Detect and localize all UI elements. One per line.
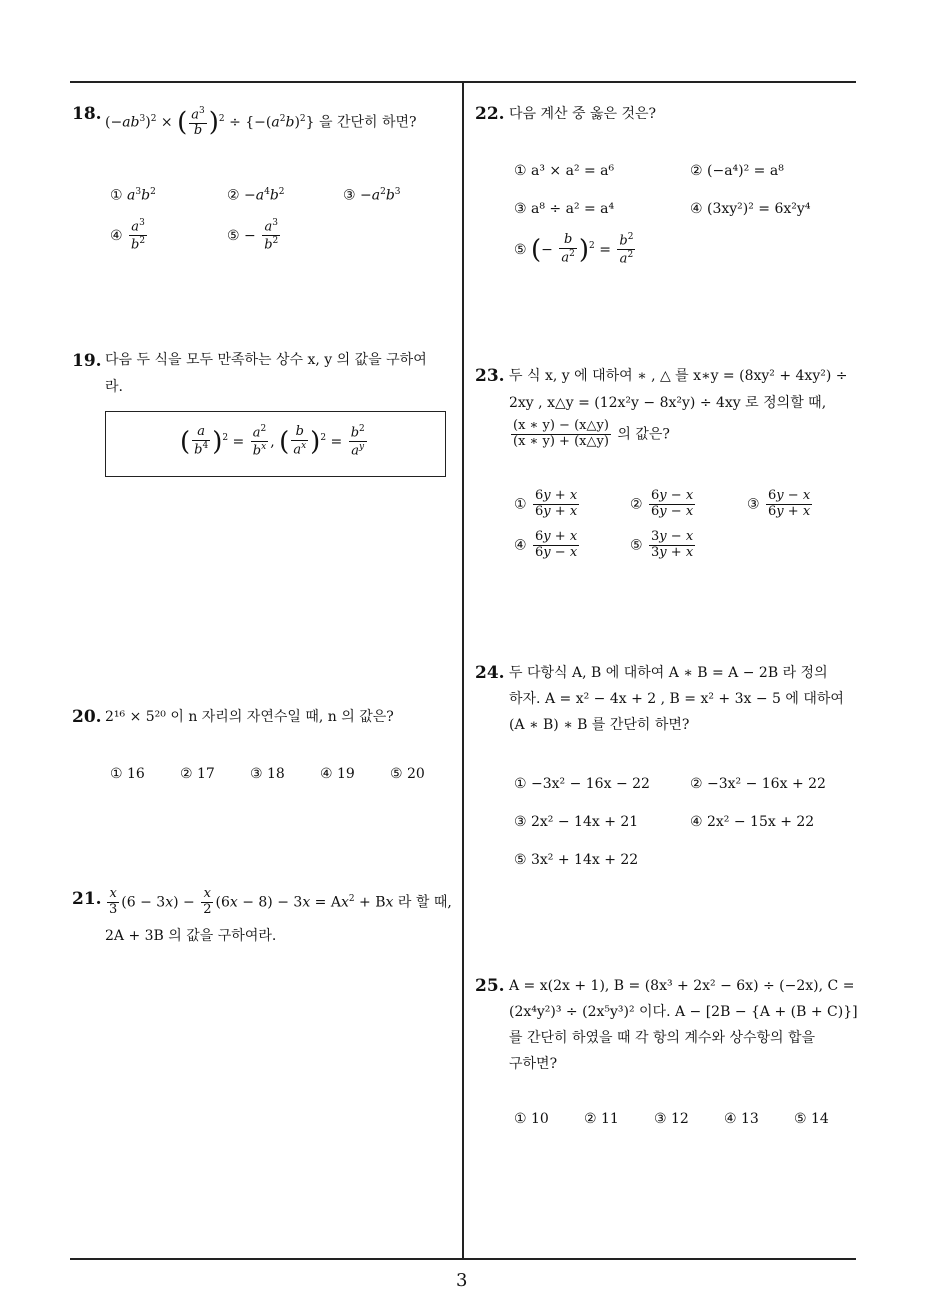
q19-line-2: 라. [105, 379, 123, 395]
question-number-25: 25. [475, 976, 505, 996]
q19-box-equation: ( $\frac{a}{b^4}$ )$^2$ = $\frac{a^2}{b^x}$ , ( $\frac{b}{a^x}$ )$^2$ = $\frac{b^2}{a^y}$ [180, 424, 365, 459]
q18-option-4: ④ $\frac{a^3}{b^2}$ [110, 218, 146, 253]
question-number-19: 19. [72, 351, 102, 371]
q23-fraction-numerator: (x ∗ y) − (x△y) [513, 418, 609, 433]
q21-line-1: $\frac{x}{3}$ (6 − 3x) − $\frac{x}{2}$ $(6x - 8) - 3x = Ax^2 + Bx$ 라 할 때, [109, 886, 452, 917]
question-number-18: 18. [72, 104, 102, 124]
q21-line-2: 2A + 3B 의 값을 구하여라. [105, 928, 277, 944]
q22-option-4: ④ (3xy²)² = 6x²y⁴ [690, 201, 811, 217]
q25-option-1: ① 10 [514, 1111, 549, 1127]
q22-option-1: ① a³ × a² = a⁶ [514, 163, 615, 179]
q18-option-2: ② $-a^4b^2$ [227, 187, 285, 204]
q22-option-3: ③ a⁸ ÷ a² = a⁴ [514, 201, 615, 217]
q24-line-2: 하자. A = x² − 4x + 2 , B = x² + 3x − 5 에 대하여 [509, 691, 844, 707]
q24-option-4: ④ 2x² − 15x + 22 [690, 814, 815, 830]
q23-line-2: 2xy , x△y = (12x²y − 8x²y) ÷ 4xy 로 정의할 때, [509, 395, 827, 411]
q25-line-4: 구하면? [509, 1056, 558, 1072]
q25-line-1: A = x(2x + 1), B = (8x³ + 2x² − 6x) ÷ (−2x), C = [509, 978, 855, 994]
q18-option-1: ① $a^3b^2$ [110, 187, 156, 204]
question-number-21: 21. [72, 889, 102, 909]
q23-fraction-denominator: (x ∗ y) + (x△y) [513, 433, 609, 449]
q25-option-4: ④ 13 [724, 1111, 759, 1127]
q22-option-2: ② (−a⁴)² = a⁸ [690, 163, 784, 179]
q20-option-3: ③ 18 [250, 766, 285, 782]
q20-option-1: ① 16 [110, 766, 145, 782]
q23-option-4: ④ $\frac{6y + x}{6y - x}$ [514, 529, 578, 560]
q18-option-5: ⑤ − $\frac{a^3}{b^2}$ [227, 218, 279, 253]
q19-line-1: 다음 두 식을 모두 만족하는 상수 x, y 의 값을 구하여 [105, 352, 427, 368]
q22-option-5: ⑤ (− $\frac{b}{a^2}$ )$^2$ = $\frac{b^2}{a^2}$ [514, 232, 634, 267]
q23-option-3: ③ $\frac{6y - x}{6y + x}$ [747, 488, 811, 519]
q18-option-3: ③ $-a^2b^3$ [343, 187, 401, 204]
q25-line-2: (2x⁴y²)³ ÷ (2x⁵y³)² 이다. A − [2B − {A + (B + C)}] [509, 1004, 858, 1020]
q20-option-5: ⑤ 20 [390, 766, 425, 782]
q23-line-3-tail: 의 값은? [617, 426, 670, 443]
q24-line-3: (A ∗ B) ∗ B 를 간단히 하면? [509, 717, 690, 733]
q20-text: 2¹⁶ × 5²⁰ 이 n 자리의 자연수일 때, n 의 값은? [105, 709, 394, 725]
q22-text: 다음 계산 중 옳은 것은? [509, 106, 657, 122]
q23-option-1: ① $\frac{6y + x}{6y + x}$ [514, 488, 578, 519]
bottom-rule [70, 1258, 856, 1260]
q24-option-2: ② −3x² − 16x + 22 [690, 776, 826, 792]
column-divider [462, 81, 464, 1259]
q23-line-3 [509, 419, 670, 450]
q24-option-1: ① −3x² − 16x − 22 [514, 776, 650, 792]
question-number-24: 24. [475, 663, 505, 683]
q24-line-1: 두 다항식 A, B 에 대하여 A ∗ B = A − 2B 라 정의 [509, 665, 828, 681]
page-number: 3 [456, 1270, 468, 1291]
q21-line-1-tail: 라 할 때, [397, 894, 452, 911]
question-number-20: 20. [72, 707, 102, 727]
q20-option-4: ④ 19 [320, 766, 355, 782]
q25-line-3: 를 간단히 하였을 때 각 항의 계수와 상수항의 합을 [509, 1030, 816, 1046]
q25-option-3: ③ 12 [654, 1111, 689, 1127]
question-number-22: 22. [475, 104, 505, 124]
q23-option-5: ⑤ $\frac{3y - x}{3y + x}$ [630, 529, 694, 560]
q25-option-5: ⑤ 14 [794, 1111, 829, 1127]
q23-option-2: ② $\frac{6y - x}{6y - x}$ [630, 488, 694, 519]
question-number-23: 23. [475, 366, 505, 386]
q24-option-3: ③ 2x² − 14x + 21 [514, 814, 639, 830]
q25-option-2: ② 11 [584, 1111, 619, 1127]
q24-option-5: ⑤ 3x² + 14x + 22 [514, 852, 639, 868]
q20-option-2: ② 17 [180, 766, 215, 782]
q23-line-1: 두 식 x, y 에 대하여 ∗ , △ 를 x∗y = (8xy² + 4xy²) ÷ [509, 368, 848, 384]
q18-tail: 을 간단히 하면? [319, 114, 417, 131]
q18-expression: $(-ab^3)^2$ × ( $\frac{a^3}{b}$ )$^2 \div \{-(a^2b)^2\}$ 을 간단히 하면? [105, 106, 417, 139]
